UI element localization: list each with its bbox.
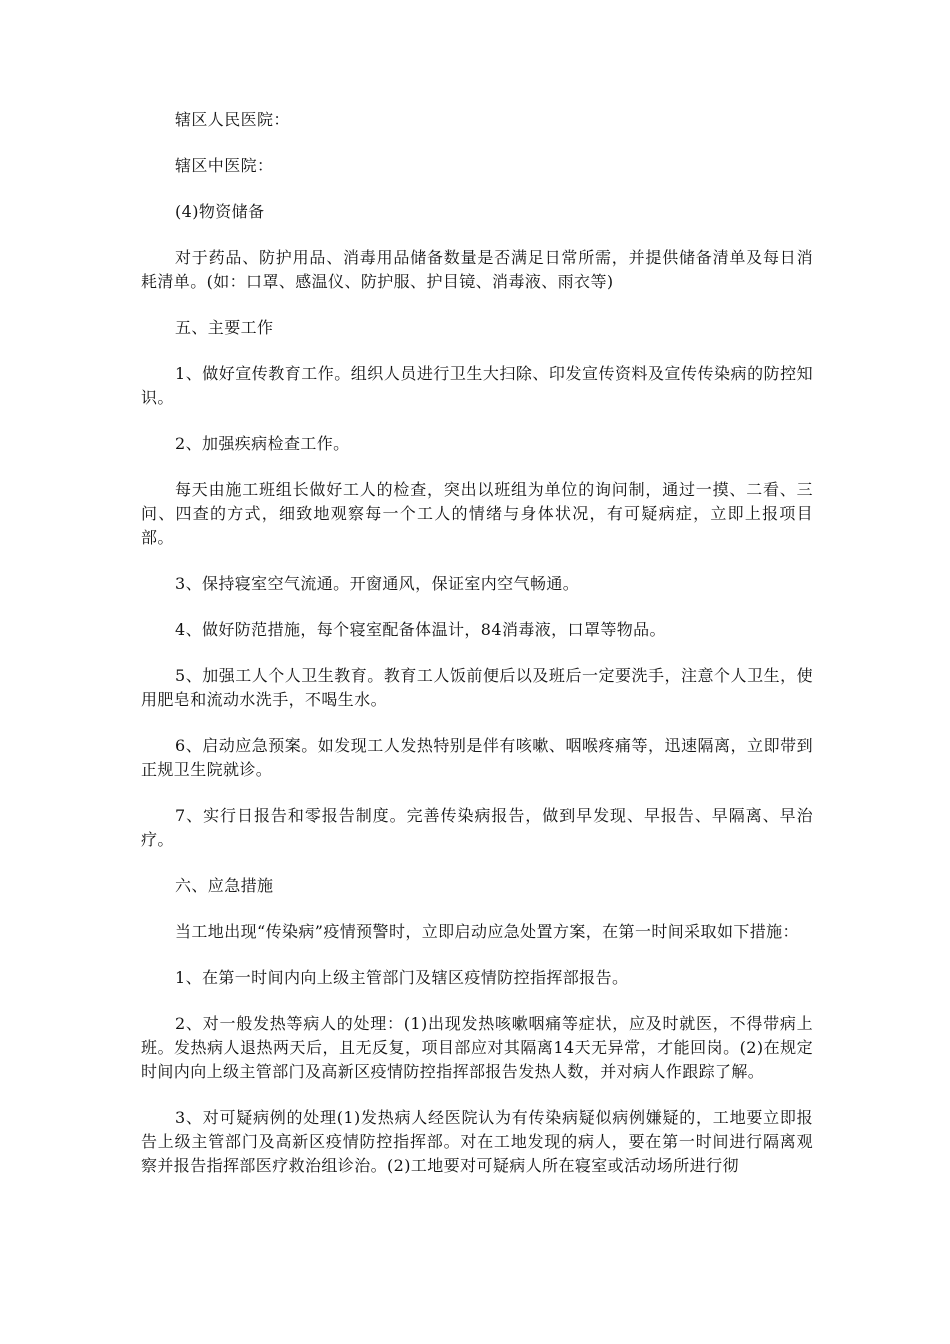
paragraph-work-2: 2、加强疾病检查工作。	[175, 434, 350, 453]
paragraph-hospital-tcm: 辖区中医院：	[175, 156, 274, 175]
paragraph-material-reserve: 对于药品、防护用品、消毒用品储备数量是否满足日常所需，并提供储备清单及每日消耗清单。(如：口罩、感温仪、防护服、护目镜、消毒液、雨衣等)	[141, 248, 813, 291]
document-body	[141, 108, 813, 1200]
section-heading-emergency: 六、应急措施	[175, 876, 274, 895]
paragraph-emergency-intro: 当工地出现“传染病”疫情预警时，立即启动应急处置方案，在第一时间采取如下措施：	[175, 922, 799, 941]
paragraph-hospital-people: 辖区人民医院：	[175, 110, 290, 129]
paragraph-work-7: 7、实行日报告和零报告制度。完善传染病报告，做到早发现、早报告、早隔离、早治疗。	[141, 806, 813, 849]
paragraph-emergency-2: 2、对一般发热等病人的处理：(1)出现发热咳嗽咽痛等症状，应及时就医，不得带病上班。发热病人退热两天后，且无反复，项目部应对其隔离14天无异常，才能回岗。(2)在规定时间内向上级主管部门及高新区疫情防控指挥部报告发热人数，并对病人作跟踪了解。	[141, 1014, 813, 1081]
paragraph-work-1: 1、做好宣传教育工作。组织人员进行卫生大扫除、印发宣传资料及宣传传染病的防控知识。	[141, 364, 813, 407]
paragraph-work-3: 3、保持寝室空气流通。开窗通风，保证室内空气畅通。	[175, 574, 580, 593]
paragraph-work-5: 5、加强工人个人卫生教育。教育工人饭前便后以及班后一定要洗手，注意个人卫生，使用肥皂和流动水洗手，不喝生水。	[141, 666, 813, 709]
paragraph-emergency-1: 1、在第一时间内向上级主管部门及辖区疫情防控指挥部报告。	[175, 968, 629, 987]
paragraph-emergency-3: 3、对可疑病例的处理(1)发热病人经医院认为有传染病疑似病例嫌疑的，工地要立即报告上级主管部门及高新区疫情防控指挥部。对在工地发现的病人，要在第一时间进行隔离观察并报告指挥部医疗救治组诊治。(2)工地要对可疑病人所在寝室或活动场所进行彻	[141, 1108, 813, 1175]
section-heading-main-work: 五、主要工作	[175, 318, 274, 337]
paragraph-work-4: 4、做好防范措施，每个寝室配备体温计，84消毒液，口罩等物品。	[175, 620, 666, 639]
paragraph-work-2-detail: 每天由施工班组长做好工人的检查，突出以班组为单位的询问制，通过一摸、二看、三问、四查的方式，细致地观察每一个工人的情绪与身体状况，有可疑病症，立即上报项目部。	[141, 480, 813, 547]
subheading-material-reserve: (4)物资储备	[175, 202, 265, 221]
paragraph-work-6: 6、启动应急预案。如发现工人发热特别是伴有咳嗽、咽喉疼痛等，迅速隔离，立即带到正规卫生院就诊。	[141, 736, 813, 779]
